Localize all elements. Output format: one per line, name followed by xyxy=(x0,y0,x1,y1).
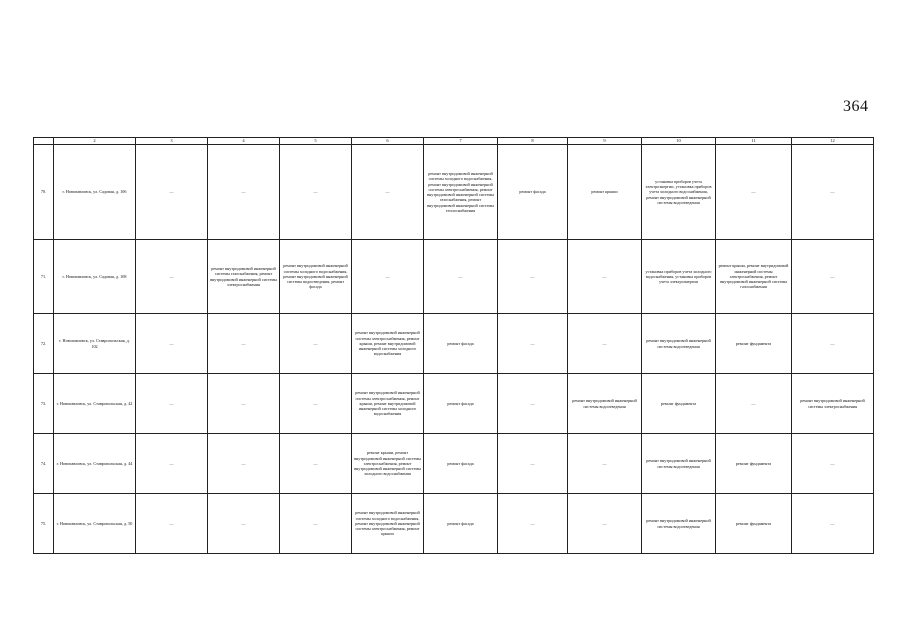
table-row xyxy=(34,314,874,374)
column-header: 5 xyxy=(280,138,352,145)
work-cell: — xyxy=(792,145,874,240)
work-cell: ремонт внутридомовой инженерной системы водоотведения xyxy=(642,434,716,494)
work-cell: — xyxy=(498,374,568,434)
table-row xyxy=(34,240,874,314)
work-cell: — xyxy=(136,434,208,494)
work-cell: ремонт внутридомовой инженерной системы холодного водоснабжения, ремонт внутридомовой инженерной системы электроснабжения, ремонт крыши xyxy=(352,494,424,554)
work-cell: ремонт фасада xyxy=(498,145,568,240)
work-cell: ремонт внутридомовой инженерной системы водоотведения xyxy=(568,374,642,434)
work-cell: — xyxy=(208,314,280,374)
work-cell: ремонт внутридомовой инженерной системы водоотведения xyxy=(642,314,716,374)
work-cell: — xyxy=(568,494,642,554)
column-header: 12 xyxy=(792,138,874,145)
column-header: 9 xyxy=(568,138,642,145)
work-cell: ремонт внутридомовой инженерной системы электроснабжения xyxy=(792,374,874,434)
address-cell: г. Новопавловск, ул. Садовая, д. 106 xyxy=(54,145,136,240)
work-cell: — xyxy=(208,434,280,494)
row-number: 71. xyxy=(34,240,54,314)
work-cell: ремонт фасада xyxy=(424,494,498,554)
work-cell: ремонт крыши xyxy=(568,145,642,240)
work-cell: — xyxy=(792,434,874,494)
column-header: 11 xyxy=(716,138,792,145)
row-number: 75. xyxy=(34,494,54,554)
row-number: 72. xyxy=(34,314,54,374)
work-cell: — xyxy=(792,494,874,554)
address-cell: г. Новопавловск, ул. Ставропольская, д. 42 xyxy=(54,374,136,434)
repair-schedule-table xyxy=(33,137,874,554)
work-cell: — xyxy=(424,240,498,314)
work-cell: — xyxy=(280,374,352,434)
work-cell: — xyxy=(208,145,280,240)
column-number-row xyxy=(34,138,874,145)
work-cell: — xyxy=(792,314,874,374)
work-cell: ремонт внутридомовой инженерной системы электроснабжения, ремонт крыши, ремонт внутридомовой инженерной системы холодного водоснабжения xyxy=(352,374,424,434)
work-cell: — xyxy=(280,434,352,494)
work-cell: — xyxy=(352,240,424,314)
page-number: 364 xyxy=(843,98,869,115)
work-cell: — xyxy=(136,494,208,554)
work-cell: ремонт внутридомовой инженерной системы холодного водоснабжения, ремонт внутридомовой инженерной системы электроснабжения, ремонт внутридомовой инженерной системы газоснабжения, ремонт внутридомовой инженерной системы теплоснабжения xyxy=(424,145,498,240)
work-cell: ремонт фундамента xyxy=(716,434,792,494)
column-header: 3 xyxy=(136,138,208,145)
work-cell: установка приборов учета холодного водоснабжения, установка приборов учета электроэнергии xyxy=(642,240,716,314)
row-number: 70. xyxy=(34,145,54,240)
work-cell: — xyxy=(568,434,642,494)
work-cell: — xyxy=(498,434,568,494)
work-cell: — xyxy=(280,494,352,554)
column-header: 7 xyxy=(424,138,498,145)
table-row xyxy=(34,494,874,554)
table-row xyxy=(34,434,874,494)
work-cell: — xyxy=(136,145,208,240)
work-cell: ремонт фундамента xyxy=(642,374,716,434)
work-cell: ремонт внутридомовой инженерной системы электроснабжения, ремонт крыши, ремонт внутридомовой инженерной системы холодного водоснабжения xyxy=(352,314,424,374)
work-cell: — xyxy=(568,240,642,314)
address-cell: г. Новопавловск, ул. Ставропольская, д. 44 xyxy=(54,434,136,494)
work-cell: ремонт фасада xyxy=(424,314,498,374)
column-header: 6 xyxy=(352,138,424,145)
work-cell: ремонт внутридомовой инженерной системы холодного водоснабжения, ремонт внутридомовой инженерной системы водоотведения, ремонт фасада xyxy=(280,240,352,314)
address-cell: г. Новопавловск, ул. Ставропольская, д. 102 xyxy=(54,314,136,374)
table-row xyxy=(34,374,874,434)
work-cell: ремонт внутридомовой инженерной системы водоотведения xyxy=(642,494,716,554)
work-cell: ремонт крыши, ремонт внутридомовой инженерной системы электроснабжения, ремонт внутридомовой инженерной системы газоснабжения xyxy=(716,240,792,314)
column-header xyxy=(34,138,54,145)
work-cell: — xyxy=(716,145,792,240)
work-cell: ремонт фундамента xyxy=(716,314,792,374)
work-cell: — xyxy=(716,374,792,434)
work-cell: ремонт фасада xyxy=(424,374,498,434)
column-header: 10 xyxy=(642,138,716,145)
work-cell: ремонт внутридомовой инженерной системы газоснабжения, ремонт внутридомовой инженерной системы электроснабжения xyxy=(208,240,280,314)
column-header: 8 xyxy=(498,138,568,145)
work-cell: — xyxy=(568,314,642,374)
work-cell: — xyxy=(136,314,208,374)
work-cell: — xyxy=(136,240,208,314)
row-number: 73. xyxy=(34,374,54,434)
table-row xyxy=(34,145,874,240)
work-cell: — xyxy=(352,145,424,240)
work-cell: ремонт фундамента xyxy=(716,494,792,554)
work-cell: — xyxy=(792,240,874,314)
work-cell: ремонт крыши, ремонт внутридомовой инженерной системы электроснабжения, ремонт внутридомовой инженерной системы холодного водоснабжения xyxy=(352,434,424,494)
column-header: 2 xyxy=(54,138,136,145)
column-header: 4 xyxy=(208,138,280,145)
work-cell: — xyxy=(208,494,280,554)
work-cell: — xyxy=(280,314,352,374)
work-cell: ремонт фасада xyxy=(424,434,498,494)
work-cell: — xyxy=(280,145,352,240)
address-cell: г. Новопавловск, ул. Ставропольская, д. 50 xyxy=(54,494,136,554)
row-number: 74. xyxy=(34,434,54,494)
work-cell: — xyxy=(498,314,568,374)
work-cell: — xyxy=(208,374,280,434)
address-cell: г. Новопавловск, ул. Садовая, д. 108 xyxy=(54,240,136,314)
work-cell: — xyxy=(136,374,208,434)
work-cell: — xyxy=(498,240,568,314)
work-cell: установка приборов учета электроэнергии, установка приборов учета холодного водоснабжения, ремонт внутридомовой инженерной системы водоотведения xyxy=(642,145,716,240)
work-cell: — xyxy=(498,494,568,554)
